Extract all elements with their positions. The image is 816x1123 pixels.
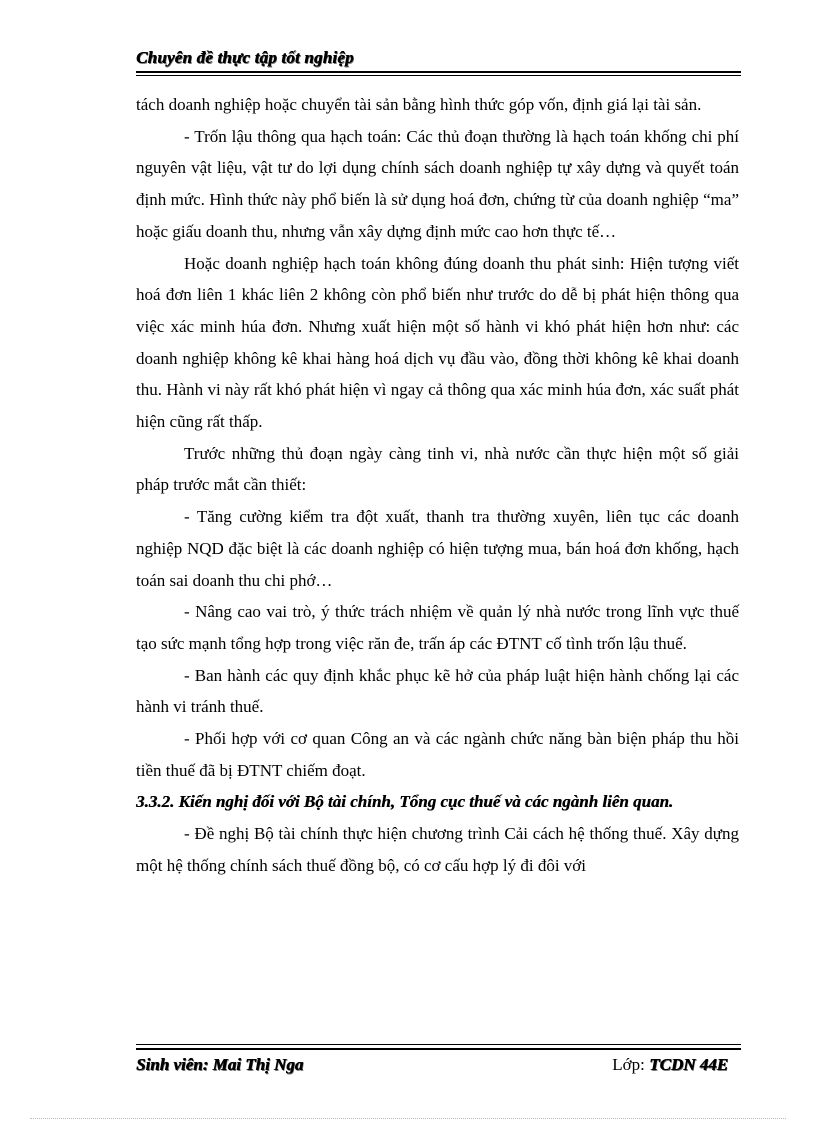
paragraph: - Nâng cao vai trò, ý thức trách nhiệm về quản lý nhà nước trong lĩnh vực thuế tạo sức mạnh tổng hợp trong việc răn đe, trấn áp các ĐTNT cố tình trốn lậu thuế. xyxy=(136,602,739,653)
paragraph: - Đề nghị Bộ tài chính thực hiện chương trình Cải cách hệ thống thuế. Xây dựng một hệ thống chính sách thuế đồng bộ, có cơ cấu hợp lý đi đôi với xyxy=(136,824,739,875)
footer-class xyxy=(612,1055,728,1075)
page-bottom-divider xyxy=(30,1118,786,1119)
footer-rule-thin xyxy=(136,1044,741,1045)
footer-student: Sinh viên: Mai Thị Nga xyxy=(136,1055,304,1074)
paragraph: - Trốn lậu thông qua hạch toán: Các thủ đoạn thường là hạch toán khống chi phí nguyên vật liệu, vật tư do lợi dụng chính sách doanh nghiệp tự xây dựng và quyết toán định mức. Hình thức này phổ biến là sử dụng hoá đơn, chứng từ của doanh nghiệp “ma” hoặc giấu doanh thu, nhưng vẫn xây dựng định mức cao hơn thực tế… xyxy=(136,126,739,241)
footer-rule-thick xyxy=(136,1048,741,1050)
header-rule-thick xyxy=(136,71,741,73)
header-title: Chuyên đề thực tập tốt nghiệp xyxy=(136,48,354,67)
body-text xyxy=(136,89,739,882)
header-rule-thin xyxy=(136,75,741,76)
footer-class-label: Lớp: xyxy=(612,1055,645,1074)
paragraph: - Ban hành các quy định khắc phục kẽ hở của pháp luật hiện hành chống lại các hành vi tránh thuế. xyxy=(136,665,739,717)
paragraph: Trước những thủ đoạn ngày càng tinh vi, nhà nước cần thực hiện một số giải pháp trước mắt cần thiết: xyxy=(136,443,739,495)
paragraph: tách doanh nghiệp hoặc chuyển tài sản bằng hình thức góp vốn, định giá lại tài sản. xyxy=(136,95,702,114)
footer-class-value: TCDN 44E xyxy=(649,1055,728,1074)
paragraph: - Tăng cường kiểm tra đột xuất, thanh tra thường xuyên, liên tục các doanh nghiệp NQD đặc biệt là các doanh nghiệp có hiện tượng mua, bán hoá đơn khống, hạch toán sai doanh thu chi phớ… xyxy=(136,507,739,590)
paragraph: Hoặc doanh nghiệp hạch toán không đúng doanh thu phát sinh: Hiện tượng viết hoá đơn liên 1 khác liên 2 không còn phổ biến như trước do dễ bị phát hiện thông qua việc xác minh húa đơn. Nhưng xuất hiện một số hành vi khó phát hiện hơn như: các doanh nghiệp không kê khai hàng hoá dịch vụ đầu vào, đồng thời không kê khai doanh thu. Hành vi này rất khó phát hiện vì ngay cả thông qua xác minh húa đơn, xác suất phát hiện cũng rất thấp. xyxy=(136,253,739,432)
paragraph: - Phối hợp với cơ quan Công an và các ngành chức năng bàn biện pháp thu hồi tiền thuế đã bị ĐTNT chiếm đoạt. xyxy=(136,729,739,780)
section-heading: 3.3.2. Kiến nghị đối với Bộ tài chính, Tổng cục thuế và các ngành liên quan. xyxy=(136,792,674,812)
